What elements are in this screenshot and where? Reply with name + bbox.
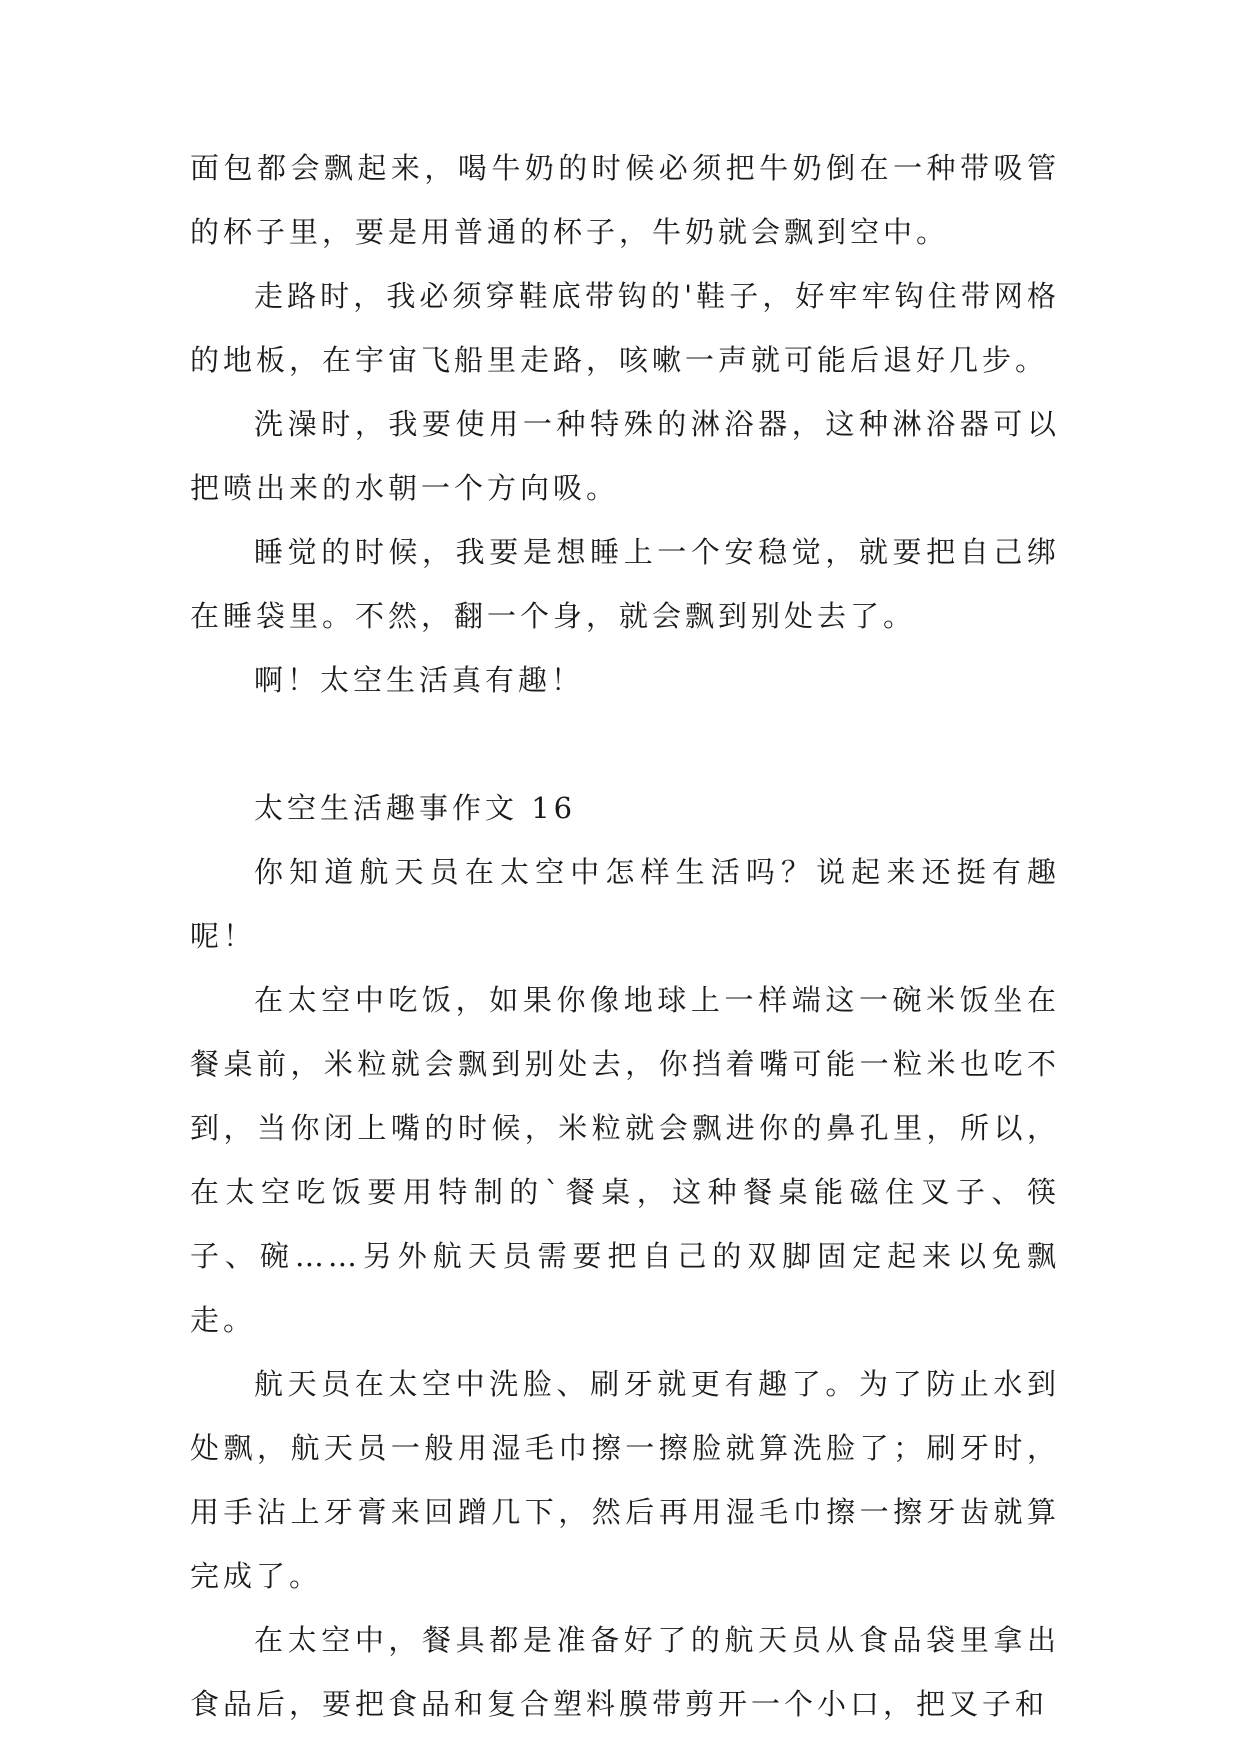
paragraph-sleeping: 睡觉的时候，我要是想睡上一个安稳觉，就要把自己绑在睡袋里。不然，翻一个身，就会飘到别处去了。	[190, 535, 1060, 633]
paragraph-food: 在太空中，餐具都是准备好了的航天员从食品袋里拿出食品后，要把食品和复合塑料膜带剪开一个小口，把叉子和	[190, 1623, 1060, 1721]
paragraph-washing: 航天员在太空中洗脸、刷牙就更有趣了。为了防止水到处飘，航天员一般用湿毛巾擦一擦脸就算洗脸了；刷牙时，用手沾上牙膏来回蹭几下，然后再用湿毛巾擦一擦牙齿就算完成了。	[190, 1367, 1060, 1593]
paragraph-ending: 啊！太空生活真有趣！	[254, 663, 585, 697]
paragraph-walking: 走路时，我必须穿鞋底带钩的'鞋子，好牢牢钩住带网格的地板，在宇宙飞船里走路，咳嗽一声就可能后退好几步。	[190, 279, 1060, 377]
paragraph-bathing: 洗澡时，我要使用一种特殊的淋浴器，这种淋浴器可以把喷出来的水朝一个方向吸。	[190, 407, 1060, 505]
body-text	[190, 136, 1060, 1736]
paragraph-continued: 面包都会飘起来，喝牛奶的时候必须把牛奶倒在一种带吸管的杯子里，要是用普通的杯子，牛奶就会飘到空中。	[190, 151, 1060, 249]
section-spacer	[190, 712, 1060, 776]
section-title: 太空生活趣事作文 16	[254, 791, 577, 825]
paragraph-intro: 你知道航天员在太空中怎样生活吗？说起来还挺有趣呢！	[190, 855, 1060, 953]
paragraph-eating: 在太空中吃饭，如果你像地球上一样端这一碗米饭坐在餐桌前，米粒就会飘到别处去，你挡着嘴可能一粒米也吃不到，当你闭上嘴的时候，米粒就会飘进你的鼻孔里，所以，在太空吃饭要用特制的`餐桌，这种餐桌能磁住叉子、筷子、碗……另外航天员需要把自己的双脚固定起来以免飘走。	[190, 983, 1060, 1337]
